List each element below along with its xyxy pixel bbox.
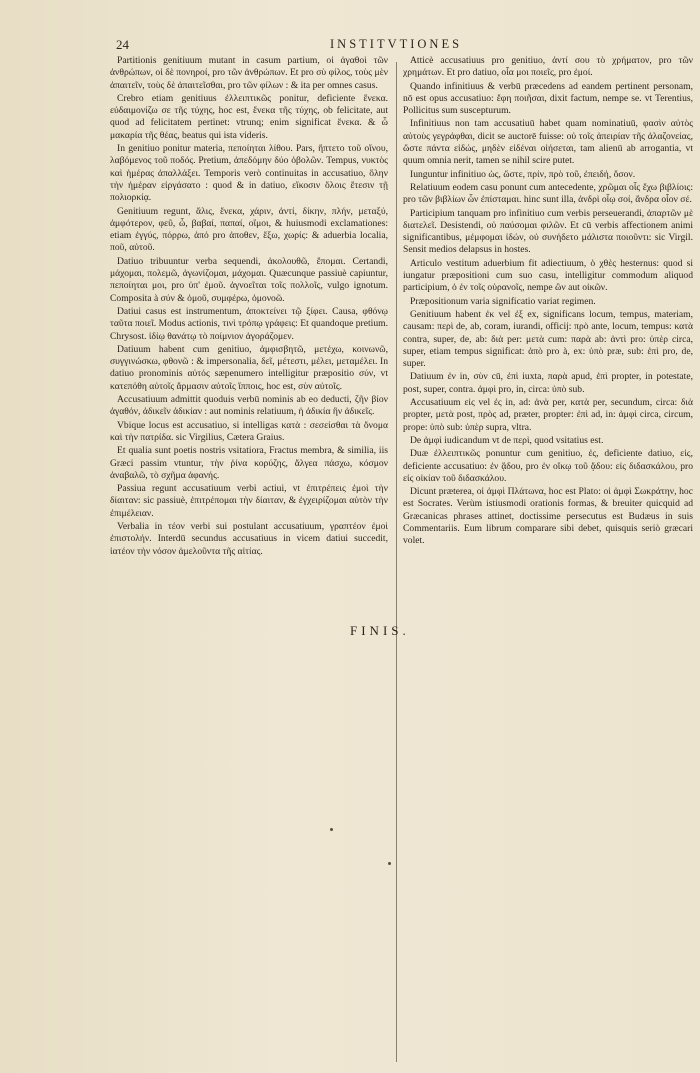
ink-speck <box>330 828 333 831</box>
right-column <box>403 55 693 549</box>
paragraph: Participium tanquam pro infinitiuo cum verbis perseuerandi, ἀπαρτῶν μὲ διατελεῖ. Desistendi, οὐ παύσομαι φιλῶν. Et cū verbis affectionem animi significantibus, μέμφομαι ἰδών, οὐ συνήδετο μάλιστα ποιοῦντι: sic Virgil. Sensit medios delapsus in hostes. <box>403 207 693 256</box>
paragraph: Dicunt præterea, οἱ ἀμφὶ Πλάτωνα, hoc est Plato: οἱ ἀμφὶ Σωκράτην, hoc est Socrates. Verùm istiusmodi orationis formas, & breuiter quicquid ad Græcanicas phrases attinet, doctissime persecutus est Budæus in suis Commentariis. Eum librum comparare sibi debet, quisquis seriò græcari volet. <box>403 486 693 547</box>
paragraph: Articulo vestitum aduerbium fit adiectiuum, ὁ χθὲς hesternus: quod si iungatur præpositioni cum suo casu, intelligitur commodum aliquod participium, ὁ ἐν τοῖς οὐρανοῖς, nempe ὢν aut οἰκῶν. <box>403 257 693 294</box>
running-head: INSTITVTIONES <box>330 37 463 51</box>
paragraph: Genitiuum habent ἐκ vel ἐξ ex, significans locum, tempus, materiam, causam: περὶ de, ab, coram, iurandi, officij: πρὸ ante, locum, tempus: κατὰ contra, super, de, ab: διὰ per: μετὰ cum: παρὰ ab: ἀντὶ pro: ὑπὲρ circa, super, etiam tempus significat: ἀπὸ pro à, ex: ὑπὸ præ, sub: ἐπὶ pro, de, super. <box>403 308 693 370</box>
paragraph: Et qualia sunt poetis nostris vsitatiora, Fractus membra, & similia, iis Græci passim vtuntur, τὴν ῥίνα κορύζης, ἄλγεα πάσχω, κόσμον ἀναβαλῶ, τὸ σχῆμα ἀφανής. <box>110 445 388 481</box>
paragraph: Datiui casus est instrumentum, ἀποκτείνει τῷ ξίφει. Causa, φθόνῳ ταῦτα ποιεῖ. Modus actionis, τινὶ τρόπῳ γράφεις: Et quandoque pretium. Chrysost. ἰδίῳ θανάτῳ τὸ ποίμνιον ἀγοράζομεν. <box>110 305 388 342</box>
column-rule <box>396 62 397 1062</box>
paragraph: Accusatiuum admittit quoduis verbū nominis ab eo deducti, ζῆν βίον ἀγαθόν, ἀδικεῖν ἀδικίαν : aut nominis relatiuum, ἡ ἀδικία ἣν ἀδικεῖς. <box>110 394 388 418</box>
paragraph: Quando infinitiuus & verbū præcedens ad eandem pertinent personam, nō est opus accusatiuo: ἔφη ποιῆσαι, dixit factum, nempe se. vt Terentius, Pollicitus sum suscepturum. <box>403 80 693 117</box>
paragraph: Passiua regunt accusatiuum verbi actiui, vt ἐπιτρέπεις ἐμοὶ τὴν δίαιταν: sic passiuè, ἐπιτρέπομαι τὴν δίαιταν, & ἐγχειρίζομαι αὐτὸν τὴν ἐπιμέλειαν. <box>110 483 388 519</box>
paragraph: Datiuo tribuuntur verba sequendi, ἀκολουθῶ, ἕπομαι. Certandi, μάχομαι, πολεμῶ, ἀγωνίζομαι, μάχομαι. Quæcunque passiuè capiuntur, πεποίηται μοι, pro ὑπ' ἐμοῦ. ἀγνοεῖται τοῖς πολλοῖς, vulgo ignotum. Composita à σύν & ὁμοῦ, συμφέρω, ὁμονοῶ. <box>110 255 388 304</box>
paragraph: Atticè accusatiuus pro genitiuo, ἀντί σου τὸ χρήματον, pro τῶν χρημάτων. Et pro datiuo, οἷα μοι ποιεῖς, pro ἐμοί. <box>403 55 693 79</box>
left-column <box>110 55 388 559</box>
paragraph: Accusatiuum εἰς vel ἐς in, ad: ἀνὰ per, κατὰ per, secundum, circa: διὰ propter, μετὰ post, πρὸς ad, præter, propter: ἐπὶ ad, in: ἀμφὶ circa, circum, prope: ὑπὸ sub: ὑπὲρ supra, vltra. <box>403 397 693 433</box>
paragraph: Datiuum ἐν in, σὺν cū, ἐπὶ iuxta, παρὰ apud, ἐπὶ propter, in potestate, post, super, contra. ἀμφὶ pro, in, circa: ὑπὸ sub. <box>403 371 693 395</box>
paragraph: Verbalia in τέον verbi sui postulant accusatiuum, γραπτέον ἐμοὶ ἐπιστολήν. Interdū secundus accusatiuus in vicem datiui succedit, ἰατέον τὴν νόσον ἀμελοῦντα τῆς αἰτίας. <box>110 520 388 557</box>
paragraph: Datiuum habent cum genitiuo, ἀμφισβητῶ, μετέχω, κοινωνῶ, συγγινώσκω, φθονῶ : & impersonalia, δεῖ, μέτεστι, μέλει, μεταμέλει. In datiuo pronominis αὐτός sæpenumero intelligitur præpositio σύν, vt κατεπόθη αὐτοῖς ἄρμασιν αὐτοῖς ἵπποις, hoc est, σὺν αὐτοῖς. <box>110 343 388 392</box>
page-number: 24 <box>116 37 129 52</box>
paragraph: Iunguntur infinitiuo ὡς, ὥστε, πρίν, πρὸ τοῦ, ἐπειδή, ὅσον. <box>410 168 636 180</box>
paragraph: Partitionis genitiuum mutant in casum partium, οἱ ἀγαθοὶ τῶν ἀνθρώπων, οἱ δὲ πονηροί, pro τῶν ἀνθρώπων. Et pro σὺ φίλος, τοὺς μὲν ἀπαιτεῖν, τοὺς δὲ ἀπαιτεῖσθαι, pro τῶν φίλων : & ita per omnes casus. <box>110 55 388 91</box>
ink-speck <box>388 862 391 865</box>
paragraph: Duæ ἐλλειπτικῶς ponuntur cum genitiuo, ἐς, deficiente datiuo, εἰς, deficiente accusatiuo: ἐν ᾅδου, pro ἐν οἴκῳ τοῦ ᾅδου: εἰς διδασκάλου, pro εἰς οἰκίαν τοῦ διδασκάλου. <box>403 448 693 484</box>
finis-label: FINIS. <box>350 623 410 638</box>
paragraph: Præpositionum varia significatio variat regimen. <box>410 295 596 307</box>
paragraph: Relatiuum eodem casu ponunt cum antecedente, χρῶμαι οἷς ἔχω βιβλίοις: pro τῶν βιβλίων ὧν ἐπίσταμαι. hinc sunt illa, ἀνδρὶ οἷῳ σοί, ἄνδρα οἷον σέ. <box>403 181 693 206</box>
paragraph: Crebro etiam genitiuus ἐλλειπτικῶς ponitur, deficiente ἕνεκα. εὐδαιμονίζω σε τῆς τύχης, hoc est, ἕνεκα τῆς τύχης, ob felicitate, aut quod ad felicitatem pertinet: vtrunq; enim significat ἕνεκα. & ὦ μακαρία τῆς θέας, beatus qui ista videris. <box>110 92 388 141</box>
paragraph: Genitiuum regunt, ἄλις, ἕνεκα, χάριν, ἀντί, δίκην, πλήν, μεταξύ, ἀμφότερον, φεῦ, ὦ, βαβαί, παπαί, οἴμοι, & huiusmodi exclamationes: etiam ἐγγύς, πόρρω, ἀπό pro ἀποθεν, ἔξω, χωρίς: & aduerbia localia, ποῦ, αὐτοῦ. <box>110 205 388 254</box>
paragraph: In genitiuo ponitur materia, πεποίηται λίθου. Pars, ἥπτετο τοῦ οἴνου, λαβόμενος τοῦ ποδός. Pretium, ἀπεδόμην δύο ὀβολῶν. Tempus, νυκτὸς καὶ ἡμέρας ἀπαλλάξει. Temporis verò continuitas in accusatiuo, ὅλην τὴν ἡμέραν εἰργάσατο : quod & in datiuo, εἴκοσιν ὅλοις ἔτεσιν τῇ πολιορκίᾳ. <box>110 143 388 204</box>
paragraph: Infinitiuus non tam accusatiuū habet quam nominatiuū, φασὶν αὐτὸς αὐτοὺς γεγράφθαι, dicit se auctorē fuisse: οὐ τοῖς ἀπειρίαν τῆς ἀλαζονείας, ὥστε πάντα εἰδώς, μηδὲν εἰδέναι οἰήσεται, tam alienū ab arrogantia, vt quum omnia nerit, tamen se nihil scire putet. <box>403 118 693 167</box>
paragraph: De ἀμφὶ iudicandum vt de περὶ, quod vsitatius est. <box>410 434 604 446</box>
paragraph: Vbique locus est accusatiuo, si intelligas κατὰ : σεσείσθαι τὰ ὄνομα καὶ τὴν πατρίδα. sic Virgilius, Cætera Graius. <box>110 419 388 443</box>
